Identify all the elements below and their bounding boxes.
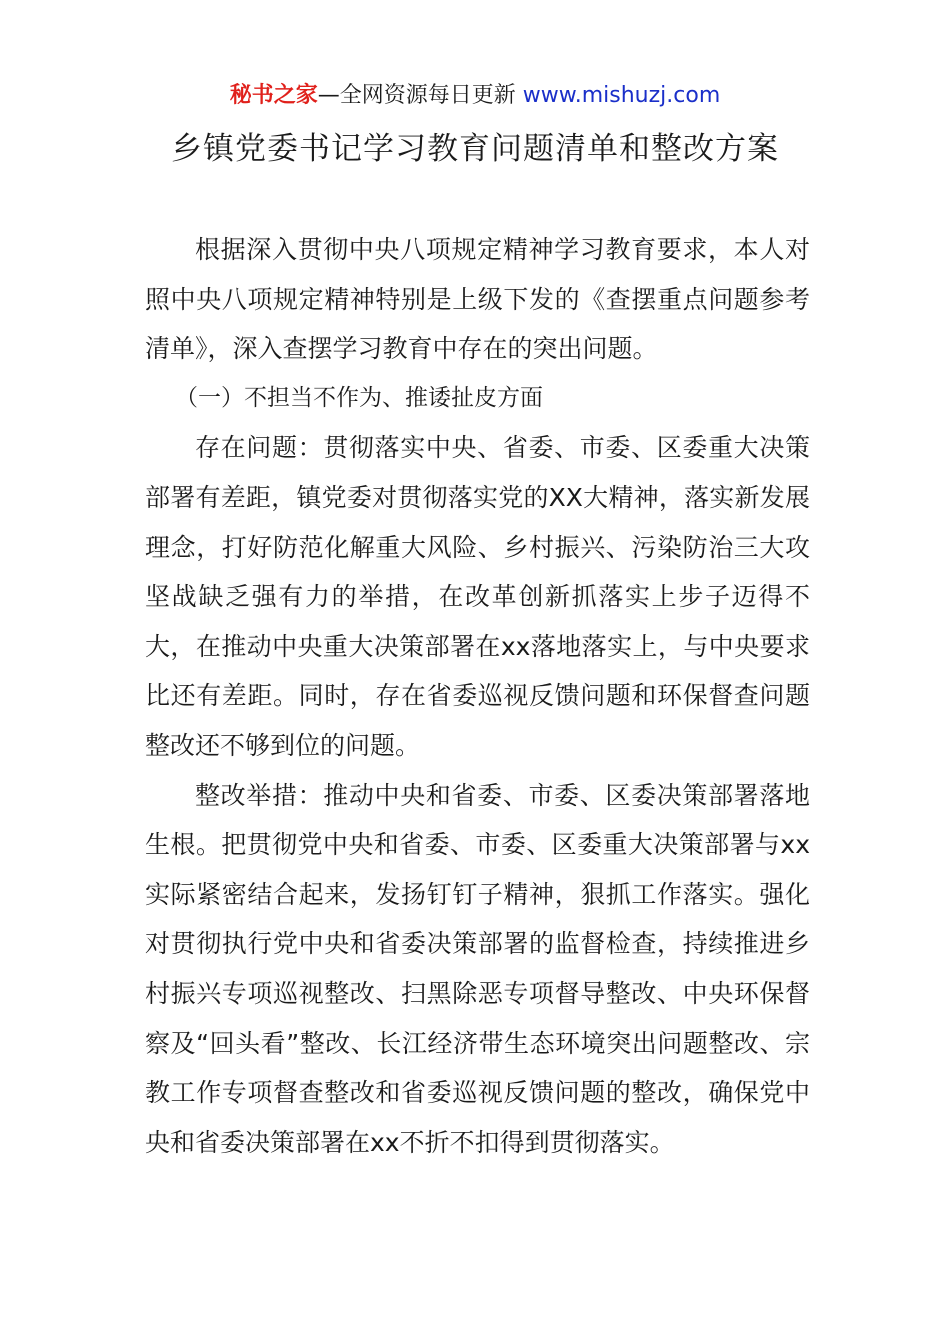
section-heading: （一）不担当不作为、推诿扯皮方面 [175, 384, 543, 411]
measures-paragraph: 整改举措：推动中央和省委、市委、区委决策部署落地生根。把贯彻党中央和省委、市委、区委重大决策部署与xx实际紧密结合起来，发扬钉钉子精神，狠抓工作落实。强化对贯彻执行党中央和省委决策部署的监督检查，持续推进乡村振兴专项巡视整改、扫黑除恶专项督导整改、中央环保督察及“回头看”整改、长江经济带生态环境突出问题整改、宗教工作专项督查整改和省委巡视反馈问题的整改，确保党中央和省委决策部署在xx不折不扣得到贯彻落实。 [145, 780, 810, 1157]
intro-paragraph: 根据深入贯彻中央八项规定精神学习教育要求，本人对照中央八项规定精神特别是上级下发的《查摆重点问题参考清单》，深入查摆学习教育中存在的突出问题。 [145, 235, 810, 364]
document-body [145, 225, 810, 1167]
problem-paragraph: 存在问题：贯彻落实中央、省委、市委、区委重大决策部署有差距，镇党委对贯彻落实党的XX大精神，落实新发展理念，打好防范化解重大风险、乡村振兴、污染防治三大攻坚战缺乏强有力的举措，在改革创新抓落实上步子迈得不大，在推动中央重大决策部署在xx落地落实上，与中央要求比还有差距。同时，存在省委巡视反馈问题和环保督查问题整改还不够到位的问题。 [145, 433, 810, 760]
site-url-link[interactable]: www.mishuzj.com [522, 83, 721, 108]
brand-name: 秘书之家 [229, 83, 318, 108]
document-title: 乡镇党委书记学习教育问题清单和整改方案 [171, 131, 779, 167]
banner-tagline: —全网资源每日更新 [317, 83, 516, 108]
site-banner [0, 80, 950, 112]
